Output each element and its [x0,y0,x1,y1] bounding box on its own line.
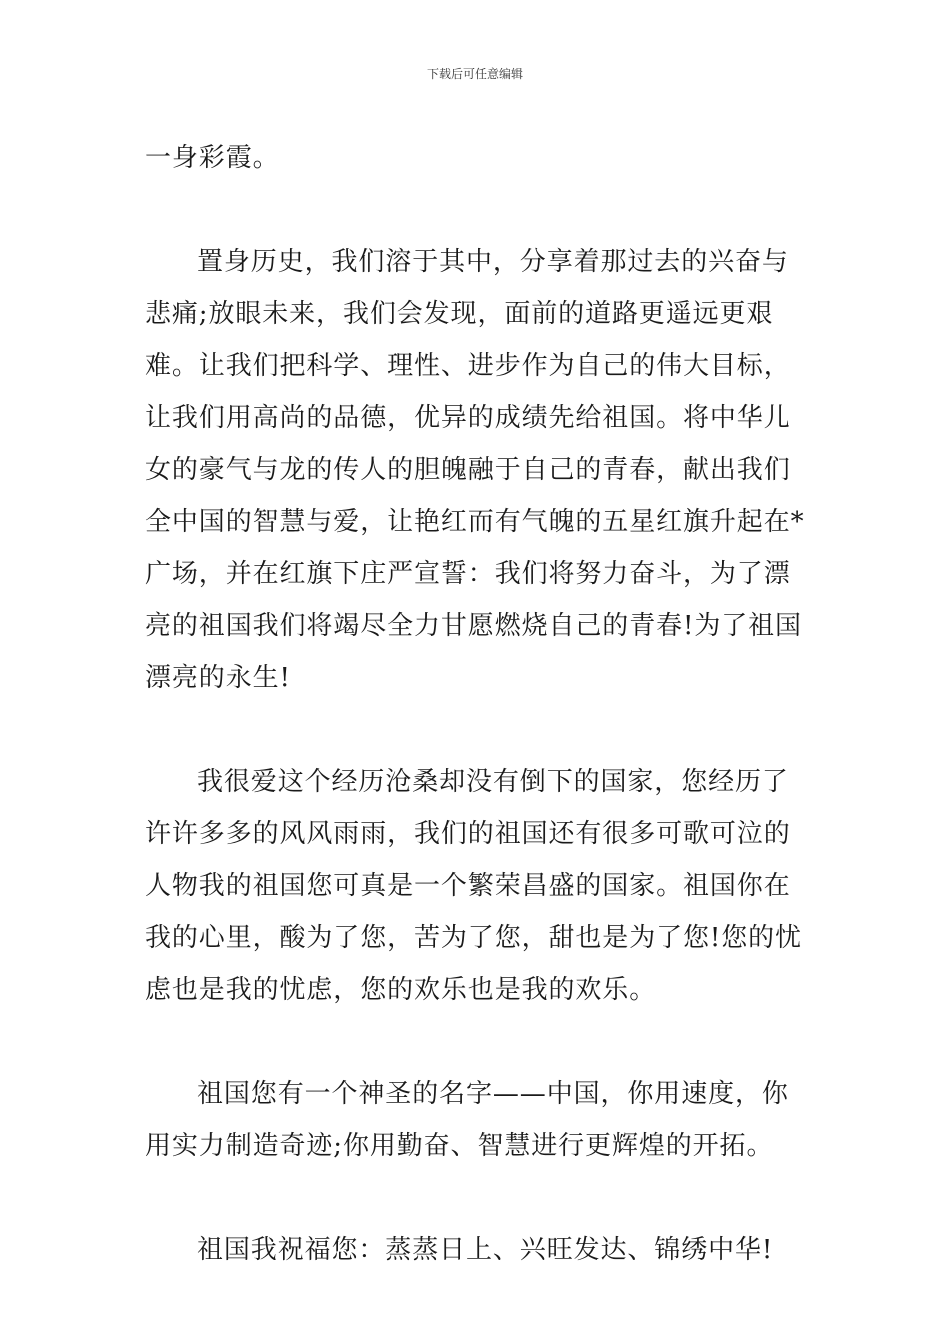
paragraph-sacred-name: 祖国您有一个神圣的名字——中国，你用速度，你用实力制造奇迹;你用勤奋、智慧进行更辉煌的开拓。 [145,1079,789,1161]
paragraph-history-future: 置身历史，我们溶于其中，分享着那过去的兴奋与悲痛;放眼未来，我们会发现，面前的道路更遥远更艰难。让我们把科学、理性、进步作为自己的伟大目标，让我们用高尚的品德，优异的成绩先给祖国。将中华儿女的豪气与龙的传人的胆魄融于自己的青春，献出我们全中国的智慧与爱，让艳红而有气魄的五星红旗升起在*广场，并在红旗下庄严宣誓：我们将努力奋斗，为了漂亮的祖国我们将竭尽全力甘愿燃烧自己的青春!为了祖国漂亮的永生! [145,247,805,693]
document-body [145,132,807,1276]
page-header: 下载后可任意编辑 [426,67,523,81]
paragraph-love-country: 我很爱这个经历沧桑却没有倒下的国家，您经历了许许多多的风风雨雨，我们的祖国还有很多可歌可泣的人物我的祖国您可真是一个繁荣昌盛的国家。祖国你在我的心里，酸为了您，苦为了您，甜也是为了您!您的忧虑也是我的忧虑，您的欢乐也是我的欢乐。 [145,767,802,1005]
paragraph-blessing: 祖国我祝福您：蒸蒸日上、兴旺发达、锦绣中华! [197,1235,774,1265]
paragraph-continuation: 一身彩霞。 [145,143,280,173]
